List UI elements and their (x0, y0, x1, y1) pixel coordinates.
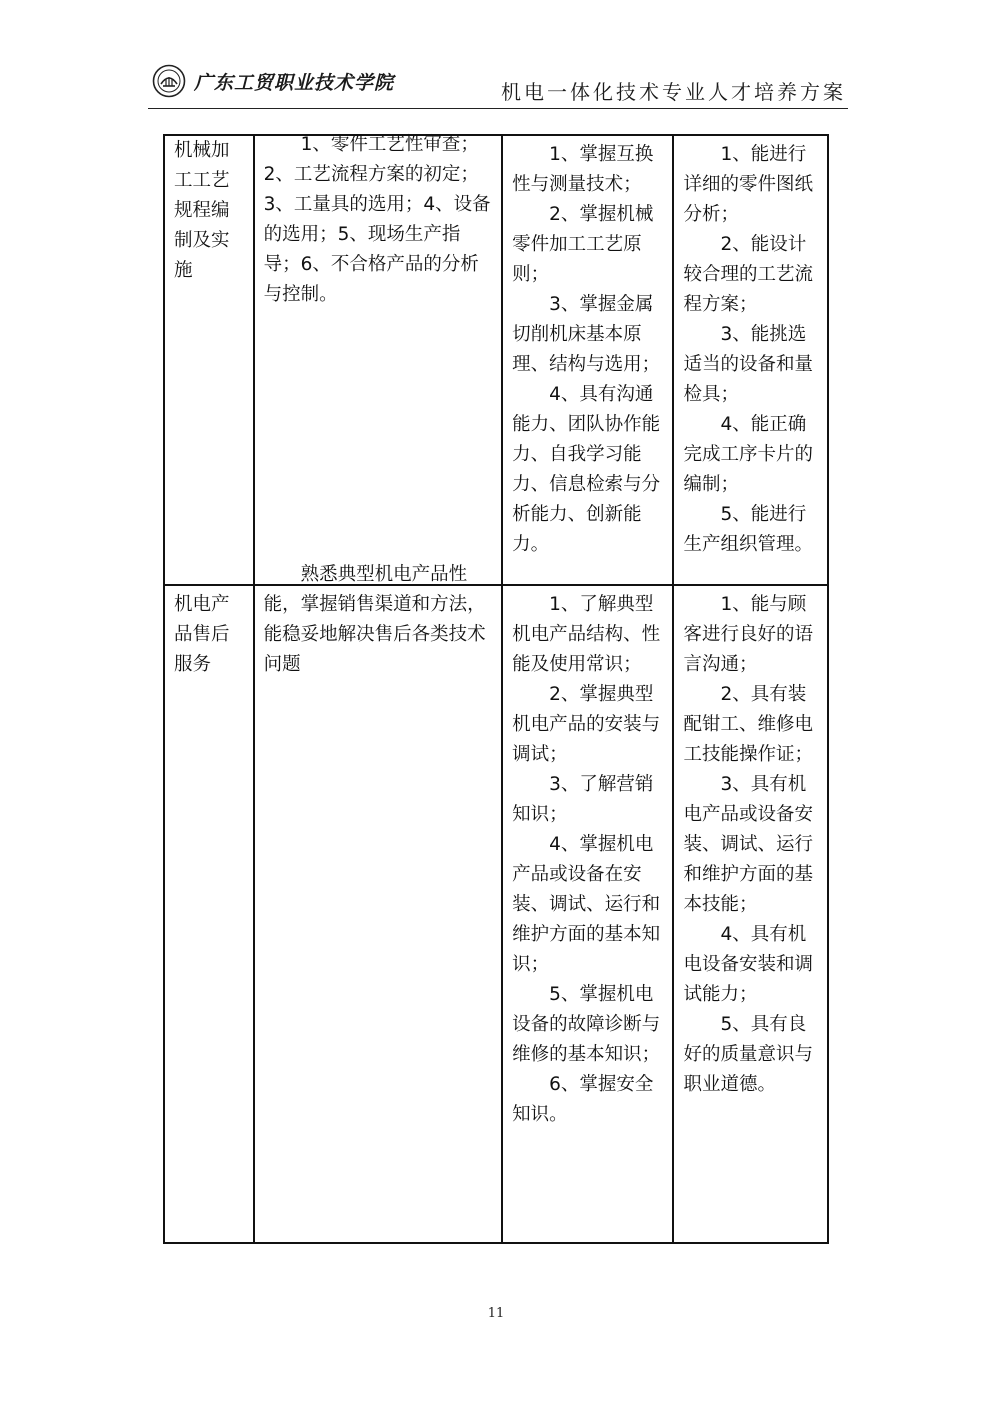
work-task: 机械加工工艺规程编制及实施 (174, 140, 230, 281)
ability-item: 3、能挑选适当的设备和量检具； (683, 324, 813, 405)
document-title: 机电一体化技术专业人才培养方案 (501, 80, 846, 104)
knowledge-item: 1、掌握互换性与测量技术； (512, 144, 654, 195)
knowledge-item: 2、掌握典型机电产品的安装与调试； (512, 684, 661, 765)
knowledge-cell (502, 135, 673, 585)
page-number: 11 (487, 1306, 505, 1321)
ability-item: 4、具有机电设备安装和调试能力； (683, 924, 813, 1005)
knowledge-cell (502, 585, 673, 1243)
training-plan-table (163, 134, 829, 1244)
work-task-cell (164, 135, 254, 585)
work-content: 熟悉典型机电产品性能，掌握销售渠道和方法，能稳妥地解决售后各类技术问题 (263, 564, 486, 675)
knowledge-item: 4、掌握机电产品或设备在安装、调试、运行和维护方面的基本知识； (512, 834, 661, 975)
work-content-cell (254, 135, 503, 585)
work-task-cell (164, 585, 254, 1243)
table-row (164, 135, 828, 585)
ability-cell (673, 135, 828, 585)
school-seal-icon (152, 64, 186, 98)
ability-item: 3、具有机电产品或设备安装、调试、运行和维护方面的基本技能； (683, 774, 813, 915)
ability-item: 1、能进行详细的零件图纸分析； (683, 144, 813, 225)
knowledge-item: 5、掌握机电设备的故障诊断与维修的基本知识； (512, 984, 661, 1065)
knowledge-item: 1、了解典型机电产品结构、性能及使用常识； (512, 594, 661, 675)
ability-item: 2、具有装配钳工、维修电工技能操作证； (683, 684, 813, 765)
work-content: 1、零件工艺性审查；2、工艺流程方案的初定；3、工量具的选用；4、设备的选用；5、现场生产指导；6、不合格产品的分析与控制。 (263, 134, 491, 305)
ability-item: 5、具有良好的质量意识与职业道德。 (683, 1014, 813, 1095)
work-content-cell (254, 564, 503, 1243)
knowledge-item: 3、了解营销知识； (512, 774, 654, 825)
ability-item: 5、能进行生产组织管理。 (683, 504, 813, 555)
ability-item: 1、能与顾客进行良好的语言沟通； (683, 594, 813, 675)
page-header (148, 58, 848, 109)
ability-item: 4、能正确完成工序卡片的编制； (683, 414, 813, 495)
knowledge-item: 6、掌握安全知识。 (512, 1074, 654, 1125)
knowledge-item: 3、掌握金属切削机床基本原理、结构与选用； (512, 294, 661, 375)
ability-cell (673, 585, 828, 1243)
knowledge-item: 2、掌握机械零件加工工艺原则； (512, 204, 654, 285)
knowledge-item: 4、具有沟通能力、团队协作能力、自我学习能力、信息检索与分析能力、创新能力。 (512, 384, 661, 555)
ability-item: 2、能设计较合理的工艺流程方案； (683, 234, 813, 315)
school-name: 广东工贸职业技术学院 (194, 72, 395, 94)
table-row (164, 585, 828, 1243)
work-task: 机电产品售后服务 (174, 594, 230, 675)
